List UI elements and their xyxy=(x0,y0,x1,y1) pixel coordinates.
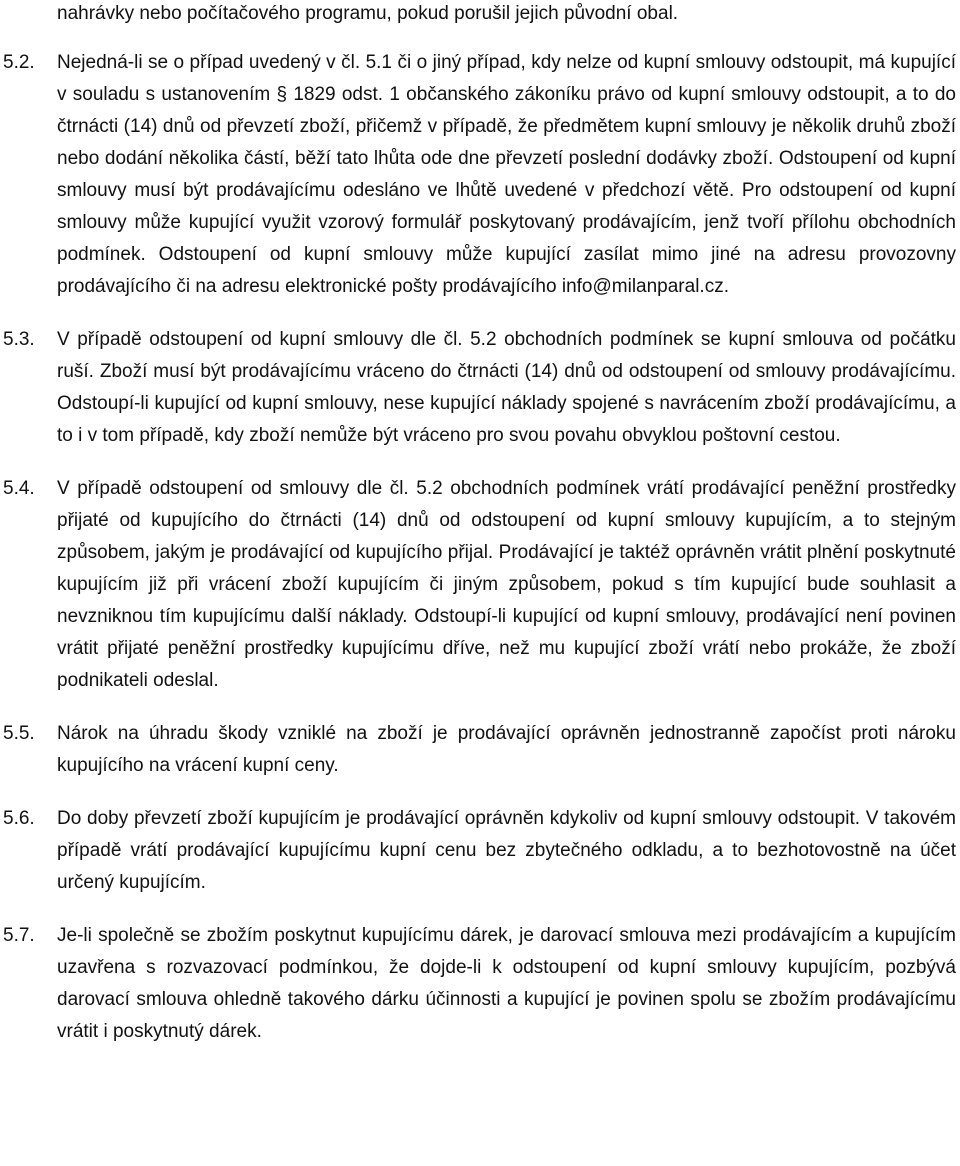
section-5-6 xyxy=(3,803,956,899)
section-number: 5.3. xyxy=(3,329,35,350)
section-number: 5.2. xyxy=(3,52,35,73)
section-text: Nejedná-li se o případ uvedený v čl. 5.1 či o jiný případ, kdy nelze od kupní smlouvy odstoupit, má kupující v souladu s ustanovením § 1829 odst. 1 občanského zákoníku právo od kupní smlouvy odstoupit, a to do čtrnácti (14) dnů od převzetí zboží, přičemž v případě, že předmětem kupní smlouvy je několik druhů zboží nebo dodání několika částí, běží tato lhůta ode dne převzetí poslední dodávky zboží. Odstoupení od kupní smlouvy musí být prodávajícímu odesláno ve lhůtě uvedené v předchozí větě. Pro odstoupení od kupní smlouvy může kupující využit vzorový formulář poskytovaný prodávajícím, jenž tvoří přílohu obchodních podmínek. Odstoupení od kupní smlouvy může kupující zasílat mimo jiné na adresu provozovny prodávajícího či na adresu elektronické pošty prodávajícího info@milanparal.cz. xyxy=(57,52,956,297)
section-text: Nárok na úhradu škody vzniklé na zboží je prodávající oprávněn jednostranně započíst proti nároku kupujícího na vrácení kupní ceny. xyxy=(57,723,956,776)
section-number: 5.4. xyxy=(3,478,35,499)
section-5-4 xyxy=(3,473,956,697)
section-number: 5.5. xyxy=(3,723,35,744)
sections-list xyxy=(3,47,956,1048)
section-number: 5.7. xyxy=(3,925,35,946)
intro-fragment: nahrávky nebo počítačového programu, pokud porušil jejich původní obal. xyxy=(57,3,679,24)
section-5-3 xyxy=(3,324,956,452)
section-text: V případě odstoupení od kupní smlouvy dle čl. 5.2 obchodních podmínek se kupní smlouva od počátku ruší. Zboží musí být prodávajícímu vráceno do čtrnácti (14) dnů od odstoupení od smlouvy prodávajícímu. Odstoupí-li kupující od kupní smlouvy, nese kupující náklady spojené s navrácením zboží prodávajícímu, a to i v tom případě, kdy zboží nemůže být vráceno pro svou povahu obvyklou poštovní cestou. xyxy=(57,329,956,446)
section-5-7 xyxy=(3,920,956,1048)
section-number: 5.6. xyxy=(3,808,35,829)
section-text: V případě odstoupení od smlouvy dle čl. 5.2 obchodních podmínek vrátí prodávající peněžní prostředky přijaté od kupujícího do čtrnácti (14) dnů od odstoupení od kupní smlouvy kupujícím, a to stejným způsobem, jakým je prodávající od kupujícího přijal. Prodávající je taktéž oprávněn vrátit plnění poskytnuté kupujícím již při vrácení zboží kupujícím či jiným způsobem, pokud s tím kupující bude souhlasit a nevzniknou tím kupujícímu další náklady. Odstoupí-li kupující od kupní smlouvy, prodávající není povinen vrátit přijaté peněžní prostředky kupujícímu dříve, než mu kupující zboží vrátí nebo prokáže, že zboží podnikateli odeslal. xyxy=(57,478,956,691)
section-text: Je-li společně se zbožím poskytnut kupujícímu dárek, je darovací smlouva mezi prodávajícím a kupujícím uzavřena s rozvazovací podmínkou, že dojde-li k odstoupení od kupní smlouvy kupujícím, pozbývá darovací smlouva ohledně takového dárku účinnosti a kupující je povinen spolu se zbožím prodávajícímu vrátit i poskytnutý dárek. xyxy=(57,925,956,1042)
section-5-5 xyxy=(3,718,956,782)
section-text: Do doby převzetí zboží kupujícím je prodávající oprávněn kdykoliv od kupní smlouvy odstoupit. V takovém případě vrátí prodávající kupujícímu kupní cenu bez zbytečného odkladu, a to bezhotovostně na účet určený kupujícím. xyxy=(57,808,956,893)
section-5-2 xyxy=(3,47,956,303)
